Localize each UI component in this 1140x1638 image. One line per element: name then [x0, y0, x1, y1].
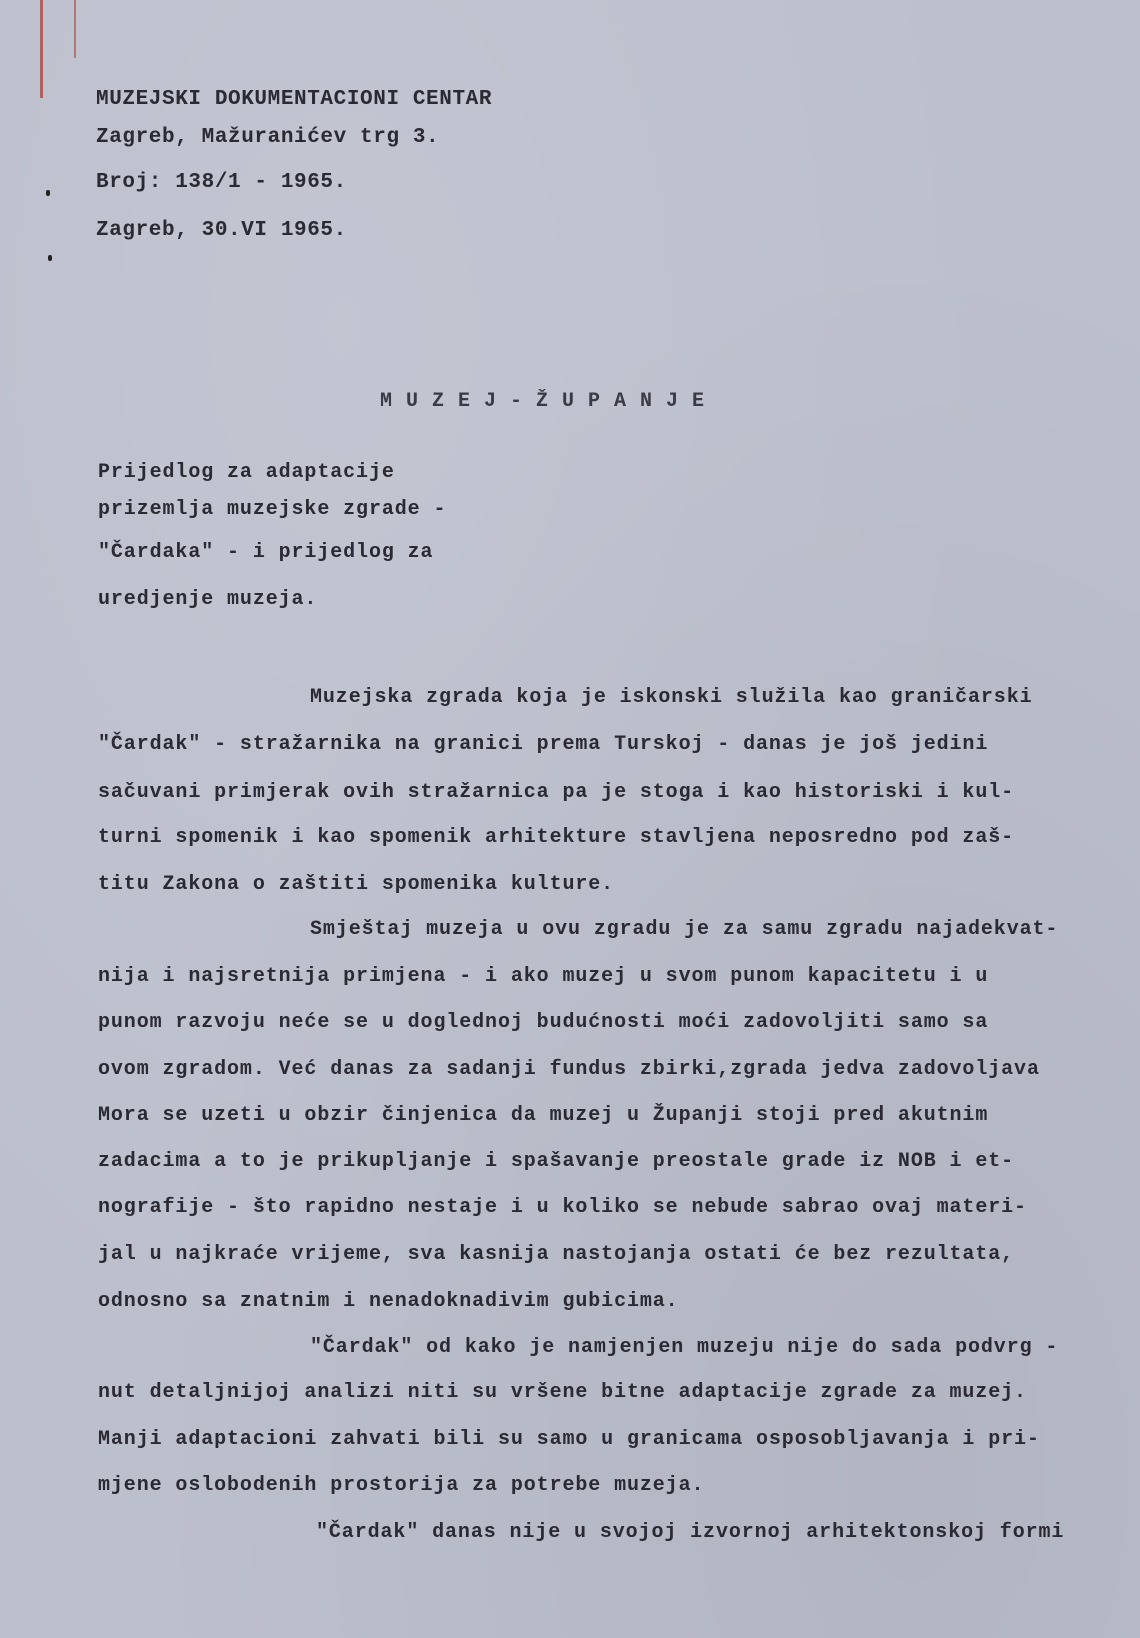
- paragraph-line: Mora se uzeti u obzir činjenica da muzej u Županji stoji pred akutnim: [98, 1104, 989, 1127]
- paragraph-line: "Čardak" od kako je namjenjen muzeju nije do sada podvrg -: [310, 1336, 1059, 1359]
- paragraph-line: Muzejska zgrada koja je iskonski služila kao graničarski: [310, 686, 1033, 709]
- paragraph-line: turni spomenik i kao spomenik arhitekture stavljena neposredno pod zaš-: [98, 826, 1015, 849]
- paragraph-line: jal u najkraće vrijeme, sva kasnija nastojanja ostati će bez rezultata,: [98, 1243, 1015, 1266]
- reference-number: Broj: 138/1 - 1965.: [96, 171, 347, 194]
- paragraph-line: ovom zgradom. Već danas za sadanji fundus zbirki,zgrada jedva zadovoljava: [98, 1058, 1040, 1081]
- punch-hole-mark: [46, 190, 50, 196]
- punch-hole-mark: [48, 255, 52, 261]
- paragraph-line: nografije - što rapidno nestaje i u koliko se nebude sabrao ovaj materi-: [98, 1196, 1027, 1219]
- subject-line: Prijedlog za adaptacije: [98, 461, 395, 484]
- subject-line: uredjenje muzeja.: [98, 588, 318, 611]
- paragraph-line: zadacima a to je prikupljanje i spašavanje preostale grade iz NOB i et-: [98, 1150, 1015, 1173]
- margin-mark: [40, 0, 43, 98]
- paragraph-line: "Čardak" danas nije u svojoj izvornoj arhitektonskoj formi: [316, 1521, 1065, 1544]
- subject-line: prizemlja muzejske zgrade -: [98, 498, 447, 521]
- paragraph-line: nija i najsretnija primjena - i ako muzej u svom punom kapacitetu i u: [98, 965, 989, 988]
- paragraph-line: sačuvani primjerak ovih stražarnica pa je stoga i kao historiski i kul-: [98, 781, 1015, 804]
- institution-name: MUZEJSKI DOKUMENTACIONI CENTAR: [96, 88, 493, 111]
- paragraph-line: nut detaljnijoj analizi niti su vršene bitne adaptacije zgrade za muzej.: [98, 1381, 1027, 1404]
- paragraph-line: punom razvoju neće se u doglednoj budućnosti moći zadovoljiti samo sa: [98, 1011, 989, 1034]
- paragraph-line: "Čardak" - stražarnika na granici prema Turskoj - danas je još jedini: [98, 733, 989, 756]
- paragraph-line: Smještaj muzeja u ovu zgradu je za samu zgradu najadekvat-: [310, 918, 1059, 941]
- subject-line: "Čardaka" - i prijedlog za: [98, 541, 434, 564]
- paragraph-line: titu Zakona o zaštiti spomenika kulture.: [98, 873, 615, 896]
- page-title: MUZEJ-ŽUPANJE: [380, 390, 719, 413]
- document-date: Zagreb, 30.VI 1965.: [96, 219, 347, 242]
- paragraph-line: odnosno sa znatnim i nenadoknadivim gubicima.: [98, 1290, 679, 1313]
- paragraph-line: mjene oslobodenih prostorija za potrebe muzeja.: [98, 1474, 705, 1497]
- institution-address: Zagreb, Mažuranićev trg 3.: [96, 126, 440, 149]
- margin-mark: [74, 0, 76, 58]
- paragraph-line: Manji adaptacioni zahvati bili su samo u granicama osposobljavanja i pri-: [98, 1428, 1040, 1451]
